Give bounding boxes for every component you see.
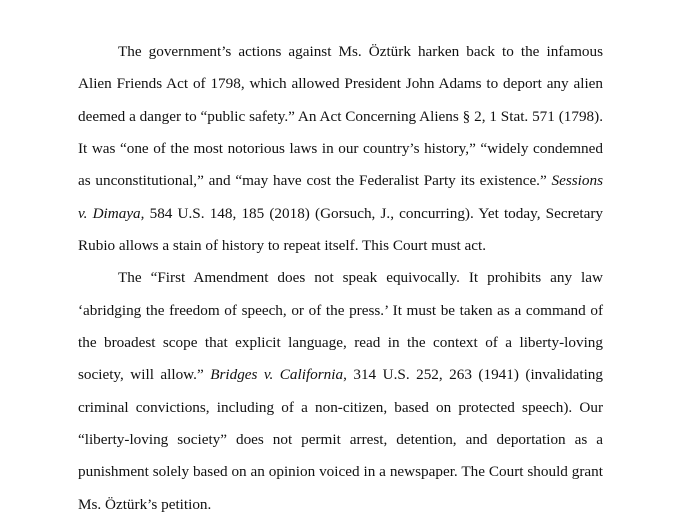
paragraph-2	[78, 262, 603, 521]
case-citation-bridges-v-california: Bridges v. California	[210, 366, 344, 384]
paragraph-2-text-a: The “First Amendment does not speak equivocally. It prohibits any law ‘abridging the freedom of speech, or of the press.’ It must be taken as a command of the broadest scope that explicit language, read in the context of a liberty-loving society, will allow.”	[78, 269, 603, 384]
paragraph-1-text-b: , 584 U.S. 148, 185 (2018) (Gorsuch, J., concurring). Yet today, Secretary Rubio allows a stain of history to repeat itself. This Court must act.	[78, 204, 603, 255]
paragraph-2-text-b: , 314 U.S. 252, 263 (1941) (invalidating criminal convictions, including of a non-citizen, based on protected speech). Our “liberty-loving society” does not permit arrest, detention, and deportation as a punishment solely based on an opinion voiced in a newspaper. The Court should grant Ms. Öztürk’s petition.	[78, 366, 603, 513]
paragraph-1	[78, 36, 603, 262]
document-body	[78, 36, 603, 521]
paragraph-1-text-a: The government’s actions against Ms. Öztürk harken back to the infamous Alien Friends Act of 1798, which allowed President John Adams to deport any alien deemed a danger to “public safety.” An Act Concerning Aliens § 2, 1 Stat. 571 (1798). It was “one of the most notorious laws in our country’s history,” “widely condemned as unconstitutional,” and “may have cost the Federalist Party its existence.”	[78, 43, 603, 190]
case-citation-sessions-v-dimaya: Sessions v. Dimaya	[78, 172, 603, 222]
